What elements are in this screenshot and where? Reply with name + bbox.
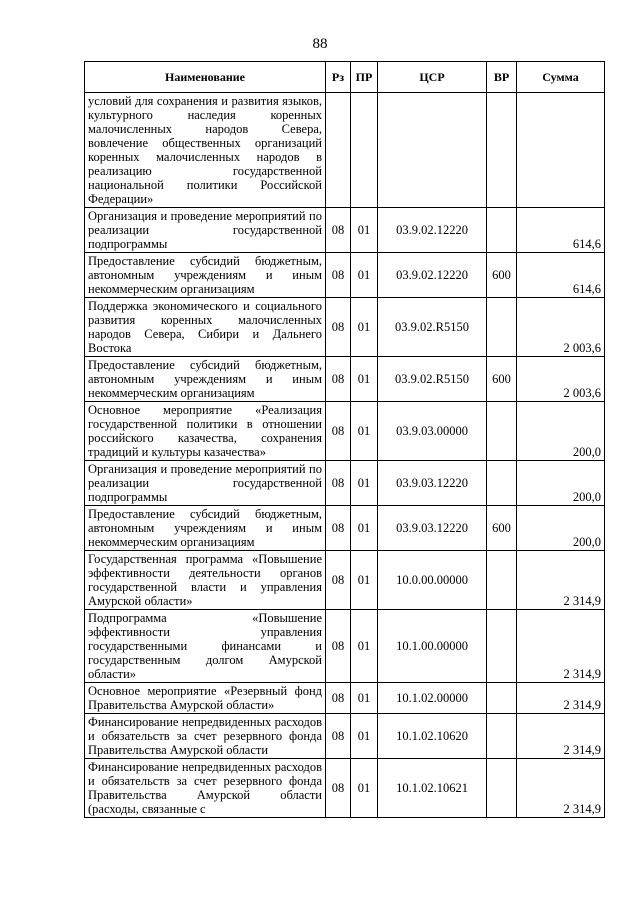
row-csr <box>378 93 487 208</box>
row-rz: 08 <box>326 683 351 714</box>
header-pr: ПР <box>351 62 378 93</box>
row-name: Государственная программа «Повышение эффективности деятельности органов государственной власти и управления Амурской области» <box>85 551 326 610</box>
row-name: Подпрограмма «Повышение эффективности управления государственными финансами и государственным долгом Амурской области» <box>85 610 326 683</box>
row-rz: 08 <box>326 402 351 461</box>
row-csr: 03.9.02.12220 <box>378 208 487 253</box>
row-sum: 200,0 <box>517 402 605 461</box>
row-pr: 01 <box>351 610 378 683</box>
row-vr <box>487 759 517 818</box>
row-csr: 10.0.00.00000 <box>378 551 487 610</box>
row-csr: 03.9.03.00000 <box>378 402 487 461</box>
row-pr: 01 <box>351 298 378 357</box>
row-sum: 2 314,9 <box>517 759 605 818</box>
row-pr: 01 <box>351 551 378 610</box>
row-pr: 01 <box>351 683 378 714</box>
table-row <box>85 610 605 683</box>
row-pr: 01 <box>351 506 378 551</box>
row-rz: 08 <box>326 461 351 506</box>
header-name: Наименование <box>85 62 326 93</box>
row-pr: 01 <box>351 208 378 253</box>
header-sum: Сумма <box>517 62 605 93</box>
row-rz: 08 <box>326 551 351 610</box>
row-sum: 2 003,6 <box>517 298 605 357</box>
table-row <box>85 759 605 818</box>
header-rz: Рз <box>326 62 351 93</box>
row-sum: 614,6 <box>517 253 605 298</box>
budget-table <box>84 61 605 818</box>
row-csr: 03.9.02.R5150 <box>378 298 487 357</box>
row-csr: 03.9.02.R5150 <box>378 357 487 402</box>
row-csr: 03.9.03.12220 <box>378 461 487 506</box>
row-name: Предоставление субсидий бюджетным, автономным учреждениям и иным некоммерческим организациям <box>85 357 326 402</box>
header-csr: ЦСР <box>378 62 487 93</box>
row-vr <box>487 551 517 610</box>
row-pr: 01 <box>351 357 378 402</box>
row-vr <box>487 402 517 461</box>
table-row <box>85 402 605 461</box>
row-name: Организация и проведение мероприятий по реализации государственной подпрограммы <box>85 461 326 506</box>
row-rz <box>326 93 351 208</box>
row-vr <box>487 714 517 759</box>
row-vr: 600 <box>487 253 517 298</box>
row-rz: 08 <box>326 610 351 683</box>
row-name: Организация и проведение мероприятий по реализации государственной подпрограммы <box>85 208 326 253</box>
row-vr <box>487 93 517 208</box>
row-csr: 03.9.02.12220 <box>378 253 487 298</box>
table-row <box>85 714 605 759</box>
table-row <box>85 683 605 714</box>
row-vr <box>487 298 517 357</box>
row-rz: 08 <box>326 298 351 357</box>
row-name: Предоставление субсидий бюджетным, автономным учреждениям и иным некоммерческим организациям <box>85 253 326 298</box>
row-sum: 2 314,9 <box>517 551 605 610</box>
row-vr <box>487 683 517 714</box>
table-row <box>85 506 605 551</box>
table-row <box>85 93 605 208</box>
table-row <box>85 208 605 253</box>
table-header-row <box>85 62 605 93</box>
row-vr <box>487 208 517 253</box>
row-csr: 10.1.02.10620 <box>378 714 487 759</box>
row-pr: 01 <box>351 461 378 506</box>
table-row <box>85 461 605 506</box>
row-vr <box>487 461 517 506</box>
row-rz: 08 <box>326 714 351 759</box>
row-pr: 01 <box>351 402 378 461</box>
row-rz: 08 <box>326 208 351 253</box>
row-rz: 08 <box>326 253 351 298</box>
row-sum: 2 314,9 <box>517 610 605 683</box>
row-csr: 10.1.02.10621 <box>378 759 487 818</box>
row-sum: 2 314,9 <box>517 683 605 714</box>
row-csr: 10.1.02.00000 <box>378 683 487 714</box>
table-row <box>85 298 605 357</box>
row-rz: 08 <box>326 357 351 402</box>
table-row <box>85 551 605 610</box>
row-sum <box>517 93 605 208</box>
row-rz: 08 <box>326 506 351 551</box>
table-row <box>85 253 605 298</box>
row-vr: 600 <box>487 506 517 551</box>
row-pr: 01 <box>351 253 378 298</box>
row-name: Финансирование непредвиденных расходов и обязательств за счет резервного фонда Правительства Амурской области (расходы, связанные с <box>85 759 326 818</box>
row-csr: 03.9.03.12220 <box>378 506 487 551</box>
header-vr: ВР <box>487 62 517 93</box>
page-number: 88 <box>312 36 328 52</box>
row-sum: 2 314,9 <box>517 714 605 759</box>
row-sum: 200,0 <box>517 461 605 506</box>
row-sum: 200,0 <box>517 506 605 551</box>
row-name: условий для сохранения и развития языков, культурного наследия коренных малочисленных народов Севера, вовлечение общественных организаций коренных малочисленных народов в реализацию государственной национальной политики Российской Федерации» <box>85 93 326 208</box>
table-row <box>85 357 605 402</box>
row-sum: 2 003,6 <box>517 357 605 402</box>
row-name: Финансирование непредвиденных расходов и обязательств за счет резервного фонда Правительства Амурской области <box>85 714 326 759</box>
table-body <box>85 93 605 818</box>
row-csr: 10.1.00.00000 <box>378 610 487 683</box>
row-pr: 01 <box>351 759 378 818</box>
row-vr: 600 <box>487 357 517 402</box>
row-name: Поддержка экономического и социального развития коренных малочисленных народов Севера, Сибири и Дальнего Востока <box>85 298 326 357</box>
row-name: Основное мероприятие «Резервный фонд Правительства Амурской области» <box>85 683 326 714</box>
row-pr: 01 <box>351 714 378 759</box>
row-name: Основное мероприятие «Реализация государственной политики в отношении российского казачества, сохранения традиций и культуры казачества» <box>85 402 326 461</box>
row-vr <box>487 610 517 683</box>
row-sum: 614,6 <box>517 208 605 253</box>
row-name: Предоставление субсидий бюджетным, автономным учреждениям и иным некоммерческим организациям <box>85 506 326 551</box>
row-rz: 08 <box>326 759 351 818</box>
row-pr <box>351 93 378 208</box>
